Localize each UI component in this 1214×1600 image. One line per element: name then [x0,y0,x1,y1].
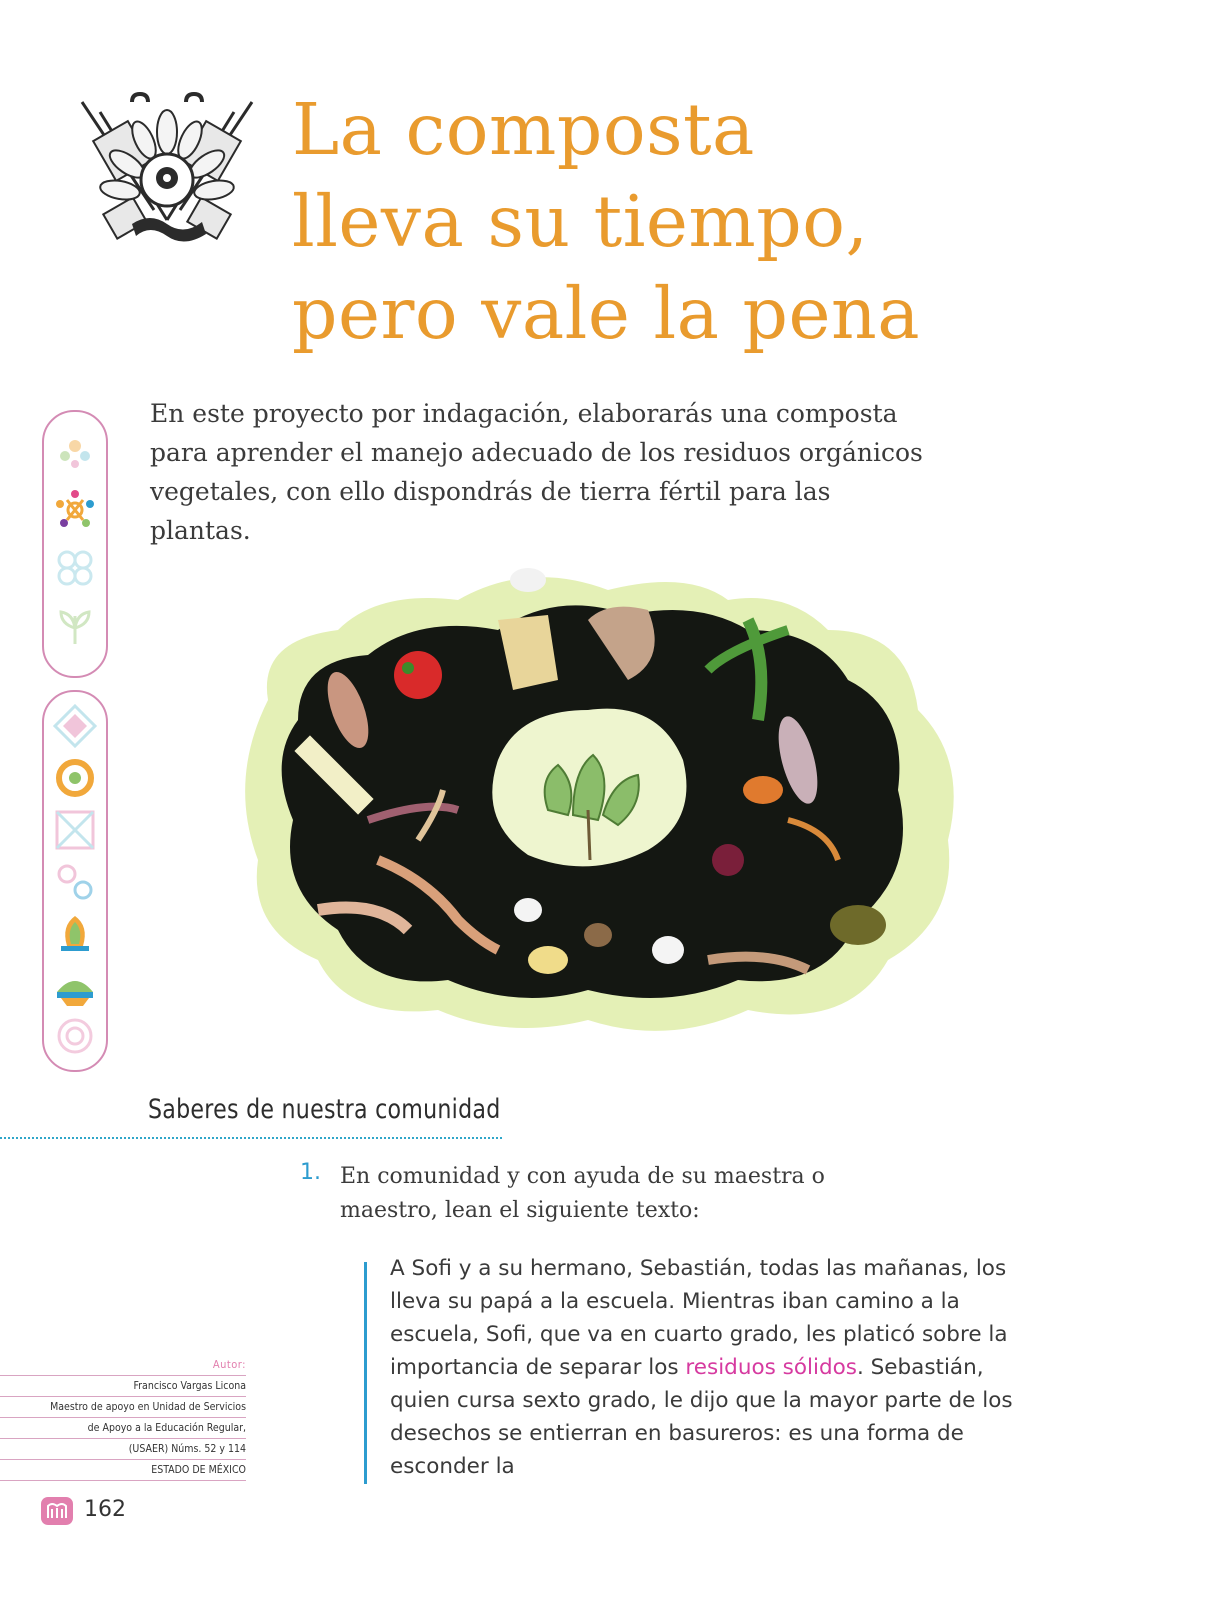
section-divider [0,1137,502,1139]
compost-photo [228,560,968,1046]
book-glyph-icon [40,1496,74,1526]
category-rail-bottom [42,690,108,1072]
author-label: Autor: [212,1358,246,1371]
author-credit [0,1358,246,1481]
lotus-icon [53,912,97,956]
community-icon [53,488,97,532]
ring-icon [53,756,97,800]
title-line-2: lleva su tiempo, [292,180,869,263]
author-name: Francisco Vargas Licona [0,1375,246,1396]
title-line-1: La composta [292,88,755,171]
hill-icon [53,964,97,1008]
page-title [292,84,920,360]
spiral-icon [53,1014,97,1058]
seed-icon [53,430,97,474]
star-icon [53,704,97,748]
author-role: Maestro de apoyo en Unidad de Servicios [0,1396,246,1417]
step-number: 1. [300,1160,321,1185]
body-icon [53,546,97,590]
window-icon [53,808,97,852]
author-role-cont: de Apoyo a la Educación Regular, [0,1417,246,1438]
title-line-3: pero vale la pena [292,272,921,355]
author-state: ESTADO DE MÉXICO [0,1459,246,1481]
aztec-deity-glyph-icon [72,92,262,254]
step-text: En comunidad y con ayuda de su maestra o maestro, lean el siguiente texto: [340,1164,825,1223]
links-icon [53,860,97,904]
section-title: Saberes de nuestra comunidad [148,1094,501,1125]
page-number: 162 [84,1497,126,1522]
reading-passage [390,1252,1050,1483]
reading-accent-bar [364,1262,367,1484]
reading-text-start: A Sofi y a su hermano, Sebastián, todas las mañanas, los lleva su papá a la escuela. Mientras iban camino a la escuela, Sofi, que va en cuarto grado, les platicó sobre la importancia de separar los [390,1256,1008,1380]
intro-paragraph: En este proyecto por indagación, elaborarás una composta para aprender el manejo adecuado de los residuos orgánicos vegetales, con ello dispondrás de tierra fértil para las plantas. [150,399,923,545]
plant-icon [53,604,97,648]
category-rail-top [42,410,108,678]
reading-text-end: . Sebastián, quien cursa sexto grado, le dijo que la mayor parte de los desechos se entierran en basureros: es una forma de esconder la [390,1355,1013,1479]
author-unit: (USAER) Núms. 52 y 114 [0,1438,246,1459]
glossary-term[interactable]: residuos sólidos [685,1355,857,1380]
